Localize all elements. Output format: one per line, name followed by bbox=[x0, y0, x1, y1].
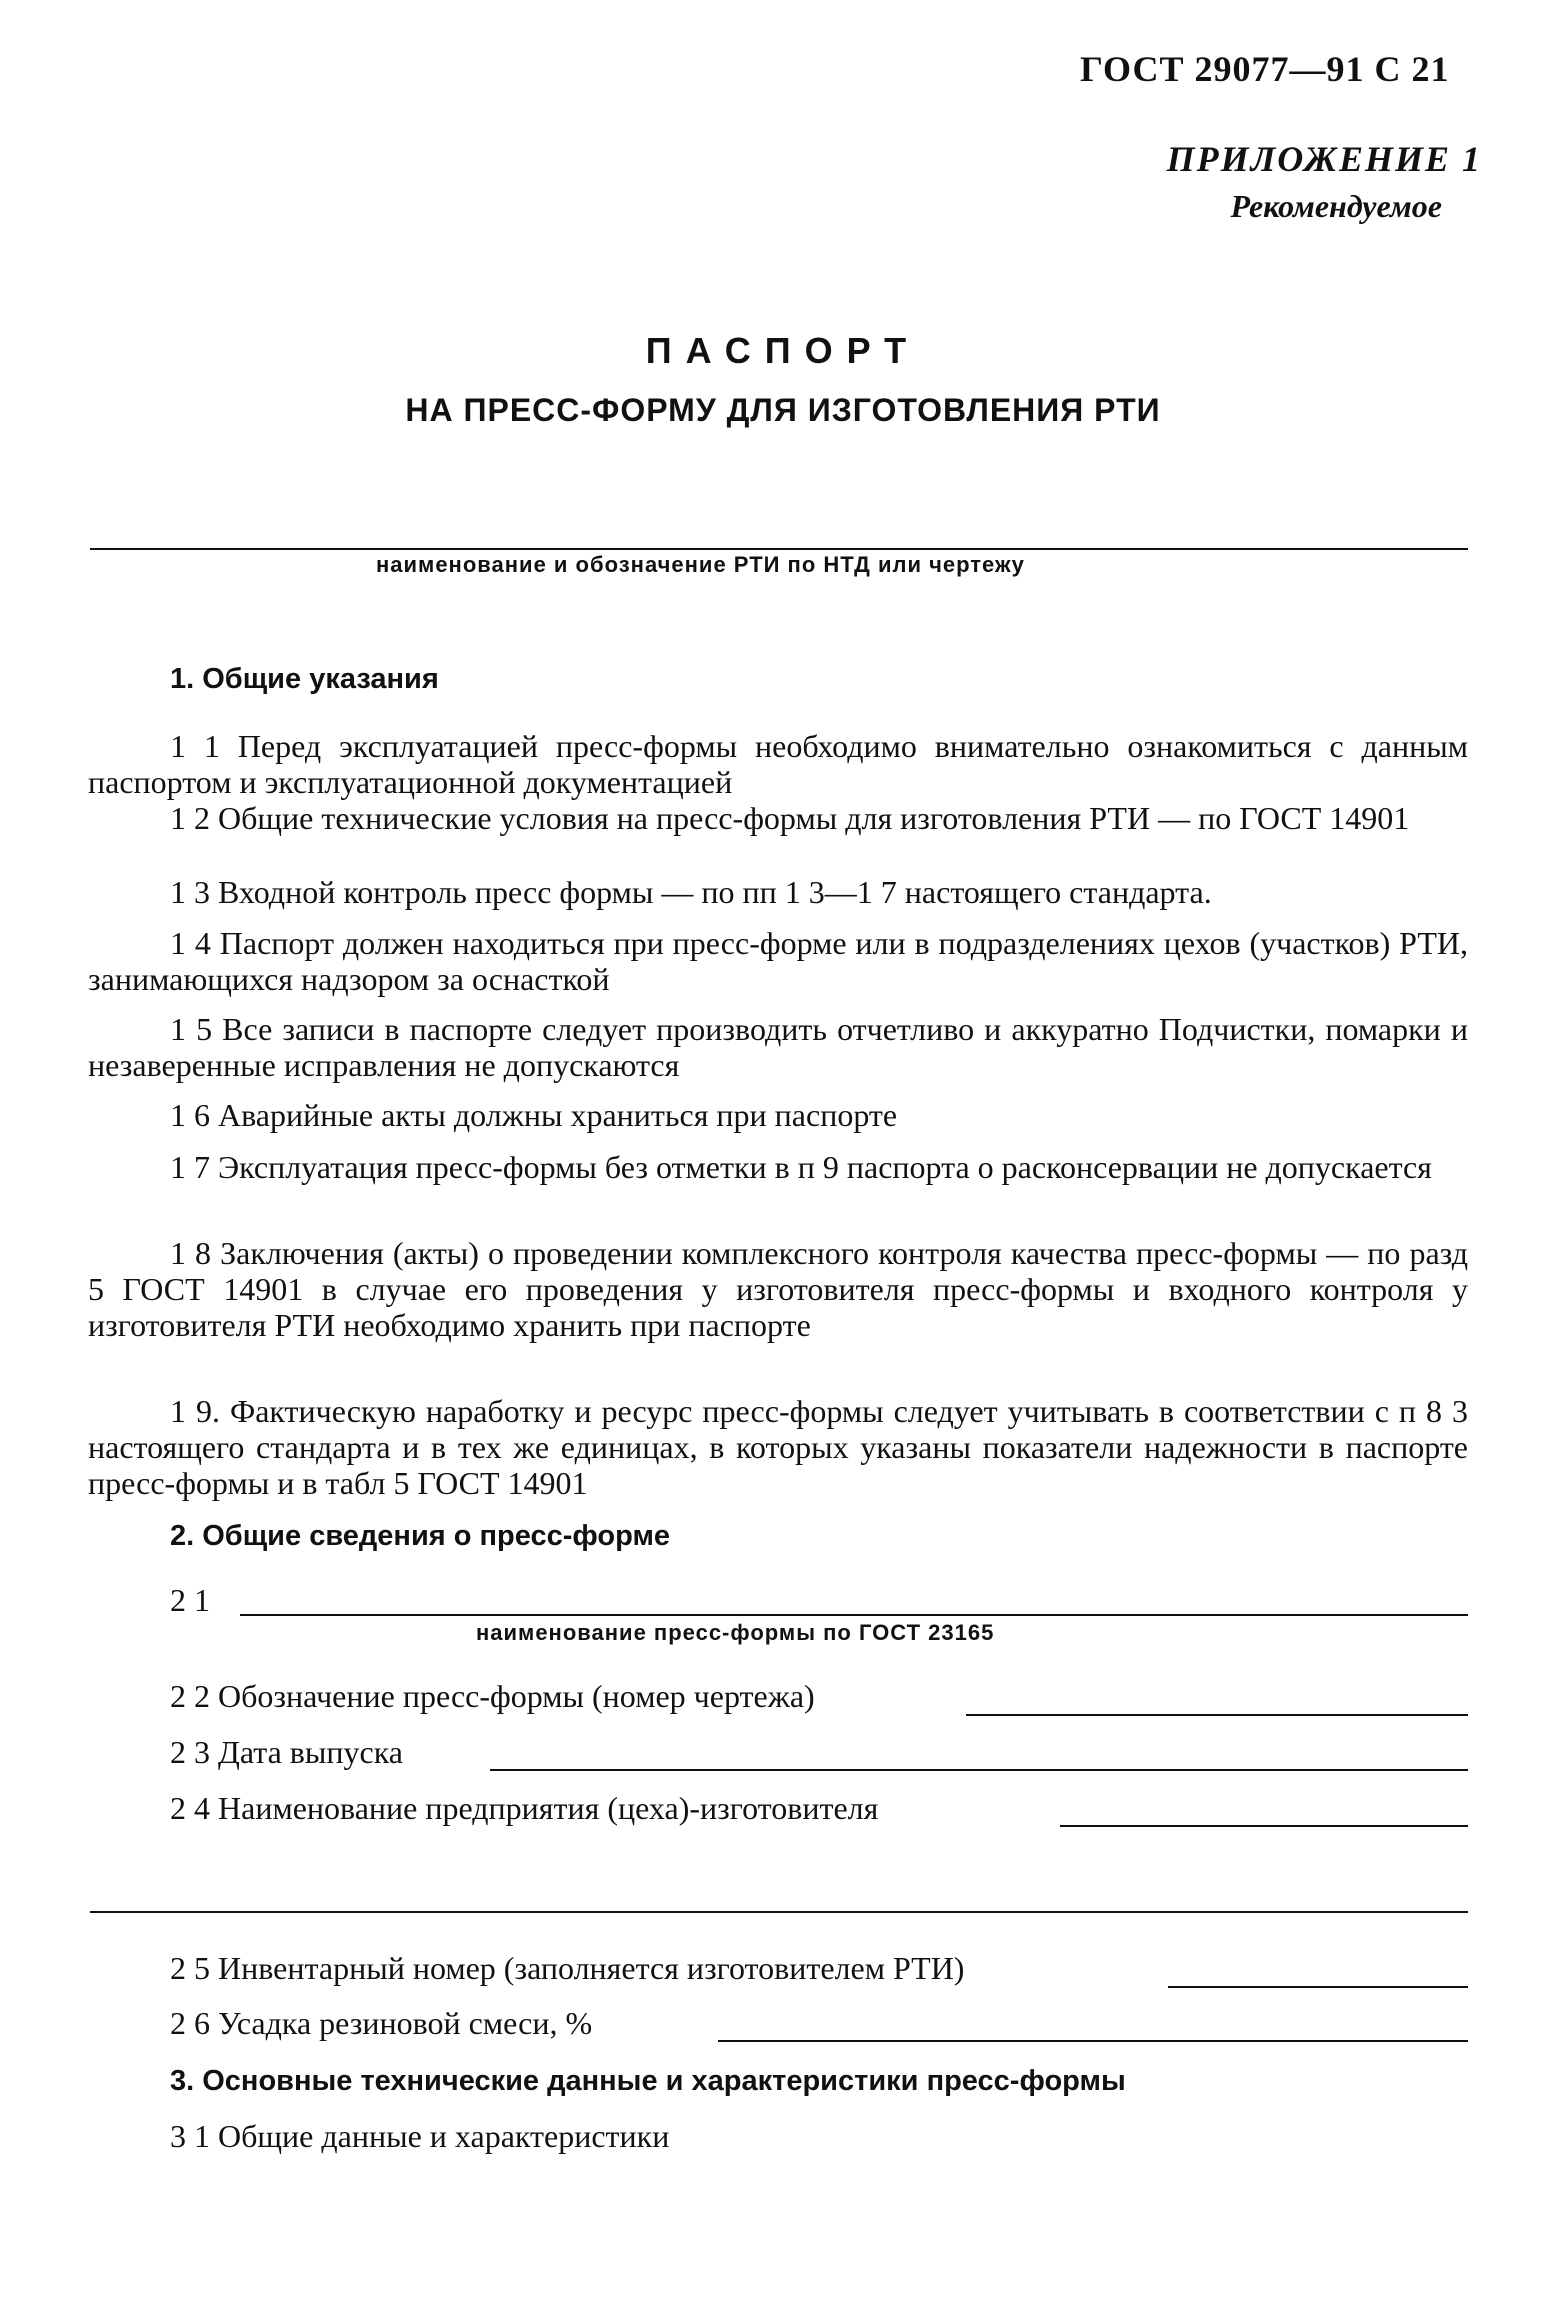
paragraph-1-6 bbox=[88, 1097, 1468, 1133]
paragraph-1-5 bbox=[88, 1011, 1468, 1083]
paragraph-1-4 bbox=[88, 925, 1468, 997]
item-2-6-line bbox=[718, 2040, 1468, 2042]
section-2-heading: 2. Общие сведения о пресс-форме bbox=[170, 1520, 671, 1552]
item-2-4-line bbox=[1060, 1825, 1468, 1827]
item-2-3-label: 2 3 Дата выпуска bbox=[170, 1734, 403, 1770]
appendix-label: ПРИЛОЖЕНИЕ 1 bbox=[1166, 139, 1482, 179]
gost-page-header: ГОСТ 29077—91 С 21 bbox=[1080, 49, 1450, 89]
item-2-4-continuation-line bbox=[90, 1911, 1468, 1913]
paragraph-text: 1 3 Входной контроль пресс формы — по пп 1 3—1 7 настоящего стандарта. bbox=[170, 874, 1212, 910]
paragraph-text: 1 9. Фактическую наработку и ресурс пресс-формы следует учитывать в соответствии с п 8 3 настоящего стандарта и в тех же единицах, в которых указаны показатели надежности в паспорте пресс-формы и в табл 5 ГОСТ 14901 bbox=[88, 1393, 1468, 1501]
item-3-1-label: 3 1 Общие данные и характеристики bbox=[170, 2118, 670, 2154]
paragraph-1-8 bbox=[88, 1235, 1468, 1343]
section-1-heading: 1. Общие указания bbox=[170, 663, 439, 695]
item-2-2-label: 2 2 Обозначение пресс-формы (номер чертежа) bbox=[170, 1678, 815, 1714]
document-title: ПАСПОРТ bbox=[645, 330, 921, 371]
item-2-5-line bbox=[1168, 1986, 1468, 1988]
appendix-status: Рекомендуемое bbox=[1230, 188, 1442, 224]
item-2-1-line bbox=[240, 1614, 1468, 1616]
document-subtitle: НА ПРЕСС-ФОРМУ ДЛЯ ИЗГОТОВЛЕНИЯ РТИ bbox=[405, 392, 1161, 428]
paragraph-1-1 bbox=[88, 728, 1468, 800]
paragraph-1-7 bbox=[88, 1149, 1468, 1185]
rti-name-caption: наименование и обозначение РТИ по НТД или чертежу bbox=[376, 552, 1025, 577]
item-2-5-label: 2 5 Инвентарный номер (заполняется изготовителем РТИ) bbox=[170, 1950, 965, 1986]
paragraph-text: 1 2 Общие технические условия на пресс-формы для изготовления РТИ — по ГОСТ 14901 bbox=[170, 800, 1410, 836]
item-2-1-label: 2 1 bbox=[170, 1582, 210, 1618]
paragraph-text: 1 6 Аварийные акты должны храниться при паспорте bbox=[170, 1097, 898, 1133]
paragraph-1-3 bbox=[88, 874, 1468, 910]
paragraph-1-9 bbox=[88, 1393, 1468, 1501]
paragraph-text: 1 4 Паспорт должен находиться при пресс-форме или в подразделениях цехов (участков) РТИ, занимающихся надзором за оснасткой bbox=[88, 925, 1468, 997]
paragraph-text: 1 8 Заключения (акты) о проведении комплексного контроля качества пресс-формы — по разд 5 ГОСТ 14901 в случае его проведения у изготовителя пресс-формы и входного контроля у изготовителя РТИ необходимо хранить при паспорте bbox=[88, 1235, 1468, 1343]
section-3-heading: 3. Основные технические данные и характеристики пресс-формы bbox=[170, 2065, 1126, 2097]
item-2-3-line bbox=[490, 1769, 1468, 1771]
item-2-4-label: 2 4 Наименование предприятия (цеха)-изготовителя bbox=[170, 1790, 879, 1826]
item-2-2-line bbox=[966, 1714, 1468, 1716]
item-2-6-label: 2 6 Усадка резиновой смеси, % bbox=[170, 2005, 593, 2041]
paragraph-text: 1 7 Эксплуатация пресс-формы без отметки в п 9 паспорта о расконсервации не допускается bbox=[170, 1149, 1432, 1185]
item-2-1-caption: наименование пресс-формы по ГОСТ 23165 bbox=[476, 1620, 995, 1645]
rti-name-line bbox=[90, 548, 1468, 550]
paragraph-text: 1 1 Перед эксплуатацией пресс-формы необходимо внимательно ознакомиться с данным паспортом и эксплуатационной документацией bbox=[88, 728, 1468, 800]
paragraph-1-2 bbox=[88, 800, 1468, 836]
paragraph-text: 1 5 Все записи в паспорте следует производить отчетливо и аккуратно Подчистки, помарки и незаверенные исправления не допускаются bbox=[88, 1011, 1468, 1083]
